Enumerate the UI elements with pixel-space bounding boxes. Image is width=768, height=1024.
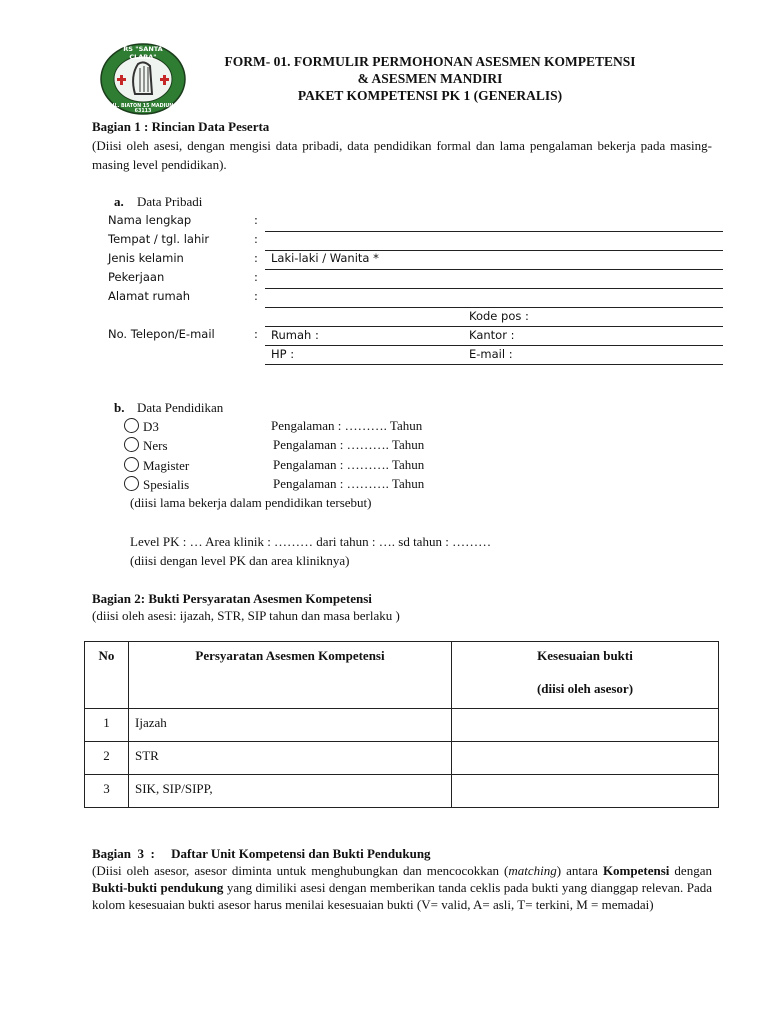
kesesuaian-cell[interactable] <box>452 709 719 742</box>
label-jenis-kelamin: Jenis kelamin <box>108 251 184 265</box>
col-no: No <box>85 642 129 709</box>
pendidikan-d3[interactable]: D3 <box>124 418 159 435</box>
kesesuaian-cell[interactable] <box>452 775 719 808</box>
logo-bottom-text: JL. BIATON 15 MADIUN 63113 <box>112 104 174 114</box>
table-row: 3 SIK, SIP/SIPP, <box>85 775 719 808</box>
logo-top-text: RS "SANTA CLARA" <box>123 45 163 61</box>
col-kesesuaian: Kesesuaian bukti (diisi oleh asesor) <box>452 642 719 709</box>
jenis-kelamin-value[interactable]: Laki-laki / Wanita * <box>271 251 379 265</box>
bagian1-desc: (Diisi oleh asesi, dengan mengisi data pribadi, data pendidikan formal dan lama pengalaman bekerja pada masing-masing level pendidikan). <box>92 138 712 172</box>
bagian3-desc: (Diisi oleh asesor, asesor diminta untuk menghubungkan dan mencocokkan (matching) antara Kompetensi dengan Bukti-bukti pendukung yang dimiliki asesi dengan memberikan tanda ceklis pada bukti yang dianggap relevan. Pada kolom kesesuaian bukti asesor harus menilai kesesuaian bukti (V= valid, A= asli, T= terkini, M = memadai) <box>92 863 712 912</box>
bagian3-title: Bagian 3 : Daftar Unit Kompetensi dan Bukti Pendukung <box>92 846 431 861</box>
data-pribadi-label: a. <box>114 194 124 209</box>
radio-icon[interactable] <box>124 437 139 452</box>
pendidikan-ners[interactable]: Ners <box>124 437 168 454</box>
colon: : <box>254 232 258 246</box>
data-pribadi-title: Data Pribadi <box>137 194 203 209</box>
field-hp-line[interactable] <box>265 364 723 365</box>
form-title-line1: FORM- 01. FORMULIR PERMOHONAN ASESMEN KOMPETENSI <box>224 54 636 69</box>
radio-icon[interactable] <box>124 457 139 472</box>
colon: : <box>254 270 258 284</box>
pengalaman-d3: Pengalaman : ………. Tahun <box>271 418 423 433</box>
form-title-line2: & ASESMEN MANDIRI <box>357 71 503 86</box>
bagian1-title: Bagian 1 : Rincian Data Peserta <box>92 119 270 134</box>
note-lama-bekerja: (diisi lama bekerja dalam pendidikan tersebut) <box>130 495 372 510</box>
form-title-line3: PAKET KOMPETENSI PK 1 (GENERALIS) <box>297 88 563 103</box>
label-nama-lengkap: Nama lengkap <box>108 213 192 227</box>
label-hp: HP : <box>271 347 295 361</box>
kesesuaian-cell[interactable] <box>452 742 719 775</box>
colon: : <box>254 213 258 227</box>
field-kodepos-line[interactable] <box>265 326 723 327</box>
note-level-pk: (diisi dengan level PK dan area kliniknya) <box>130 553 350 568</box>
pengalaman-magister: Pengalaman : ………. Tahun <box>273 457 425 472</box>
pendidikan-spesialis[interactable]: Spesialis <box>124 476 189 493</box>
pengalaman-spesialis: Pengalaman : ………. Tahun <box>273 476 425 491</box>
colon: : <box>254 289 258 303</box>
label-kantor: Kantor : <box>469 328 515 342</box>
field-jk-line <box>265 269 723 270</box>
label-pekerjaan: Pekerjaan <box>108 270 165 284</box>
bagian2-desc: (diisi oleh asesi: ijazah, STR, SIP tahun dan masa berlaku ) <box>92 608 400 623</box>
radio-icon[interactable] <box>124 476 139 491</box>
label-kode-pos: Kode pos : <box>469 309 529 323</box>
level-pk-line[interactable]: Level PK : … Area klinik : ……… dari tahun : …. sd tahun : ……… <box>130 534 492 549</box>
label-tempat-tgl-lahir: Tempat / tgl. lahir <box>108 232 210 246</box>
requirements-table <box>84 641 719 808</box>
field-nama-line[interactable] <box>265 231 723 232</box>
data-pendidikan-label: b. <box>114 400 125 415</box>
col-persyaratan: Persyaratan Asesmen Kompetensi <box>129 642 452 709</box>
pendidikan-magister[interactable]: Magister <box>124 457 189 474</box>
field-alamat-line[interactable] <box>265 307 723 308</box>
table-row: 2 STR <box>85 742 719 775</box>
data-pendidikan-title: Data Pendidikan <box>137 400 224 415</box>
pengalaman-ners: Pengalaman : ………. Tahun <box>273 437 425 452</box>
label-email: E-mail : <box>469 347 513 361</box>
label-alamat-rumah: Alamat rumah <box>108 289 191 303</box>
radio-icon[interactable] <box>124 418 139 433</box>
table-row: 1 Ijazah <box>85 709 719 742</box>
label-rumah: Rumah : <box>271 328 319 342</box>
label-telepon-email: No. Telepon/E-mail <box>108 327 215 341</box>
colon: : <box>254 327 258 341</box>
field-pekerjaan-line[interactable] <box>265 288 723 289</box>
field-telepon-line[interactable] <box>265 345 723 346</box>
bagian2-title: Bagian 2: Bukti Persyaratan Asesmen Kompetensi <box>92 591 372 606</box>
colon: : <box>254 251 258 265</box>
